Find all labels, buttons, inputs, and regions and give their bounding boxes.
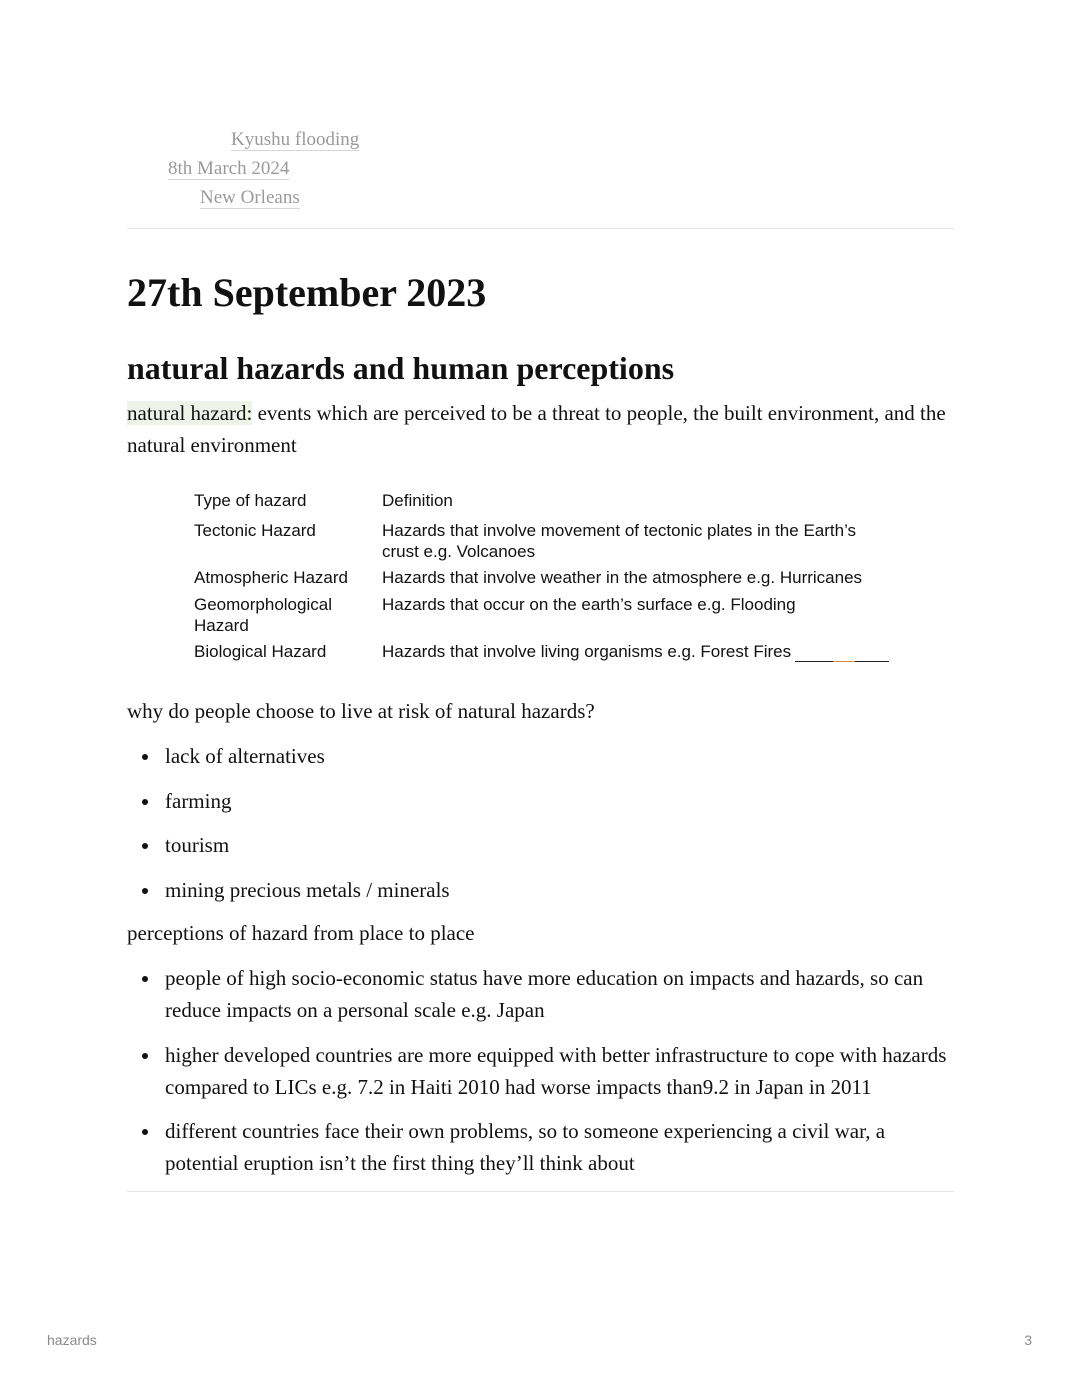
- definition-paragraph: [127, 397, 957, 461]
- footer-page-number: 3: [1024, 1332, 1032, 1348]
- table-cell-type: Tectonic Hazard: [194, 521, 316, 540]
- table-cell-definition: Hazards that involve living organisms e.g. Forest Fires: [382, 642, 792, 661]
- underline-mark: [795, 661, 889, 662]
- table-header-definition: Definition: [382, 491, 453, 510]
- definition-term: natural hazard:: [127, 401, 253, 425]
- reasons-list: [127, 740, 957, 906]
- perceptions-list: [127, 962, 957, 1179]
- list-item: different countries face their own problems, so to someone experiencing a civil war, a potential eruption isn’t the first thing they’ll think about: [127, 1115, 957, 1179]
- list-item: mining precious metals / minerals: [127, 874, 957, 906]
- entry-title: natural hazards and human perceptions: [127, 350, 675, 386]
- entry-date-heading: 27th September 2023: [127, 270, 487, 315]
- table-cell-type: Biological Hazard: [194, 642, 327, 661]
- toc-link-8th-march-2024[interactable]: 8th March 2024: [168, 158, 290, 179]
- toc-link-new-orleans[interactable]: New Orleans: [200, 187, 300, 208]
- list-item: higher developed countries are more equipped with better infrastructure to cope with hazards compared to LICs e.g. 7.2 in Haiti 2010 had worse impacts than9.2 in Japan in 2011: [127, 1039, 957, 1103]
- table-cell-definition: Hazards that involve weather in the atmosphere e.g. Hurricanes: [382, 568, 863, 587]
- list-item: tourism: [127, 829, 957, 861]
- bottom-divider: [127, 1191, 954, 1192]
- table-cell-definition: Hazards that involve movement of tectonic plates in the Earth’s crust e.g. Volcanoes: [382, 521, 857, 561]
- list-item: people of high socio-economic status have more education on impacts and hazards, so can reduce impacts on a personal scale e.g. Japan: [127, 962, 957, 1026]
- list-item: lack of alternatives: [127, 740, 957, 772]
- definition-text: events which are perceived to be a threat to people, the built environment, and the natural environment: [127, 401, 946, 457]
- perceptions-heading: perceptions of hazard from place to place: [127, 921, 475, 945]
- list-item: farming: [127, 785, 957, 817]
- table-cell-type: Atmospheric Hazard: [194, 568, 349, 587]
- table-cell-type: Geomorphological Hazard: [194, 595, 332, 635]
- table-header-type: Type of hazard: [194, 491, 307, 510]
- table-cell-definition: Hazards that occur on the earth’s surface e.g. Flooding: [382, 595, 796, 614]
- toc-link-kyushu-flooding[interactable]: Kyushu flooding: [231, 129, 360, 150]
- question-paragraph: why do people choose to live at risk of natural hazards?: [127, 699, 595, 723]
- top-divider: [127, 228, 954, 229]
- footer-section-label: hazards: [47, 1332, 97, 1348]
